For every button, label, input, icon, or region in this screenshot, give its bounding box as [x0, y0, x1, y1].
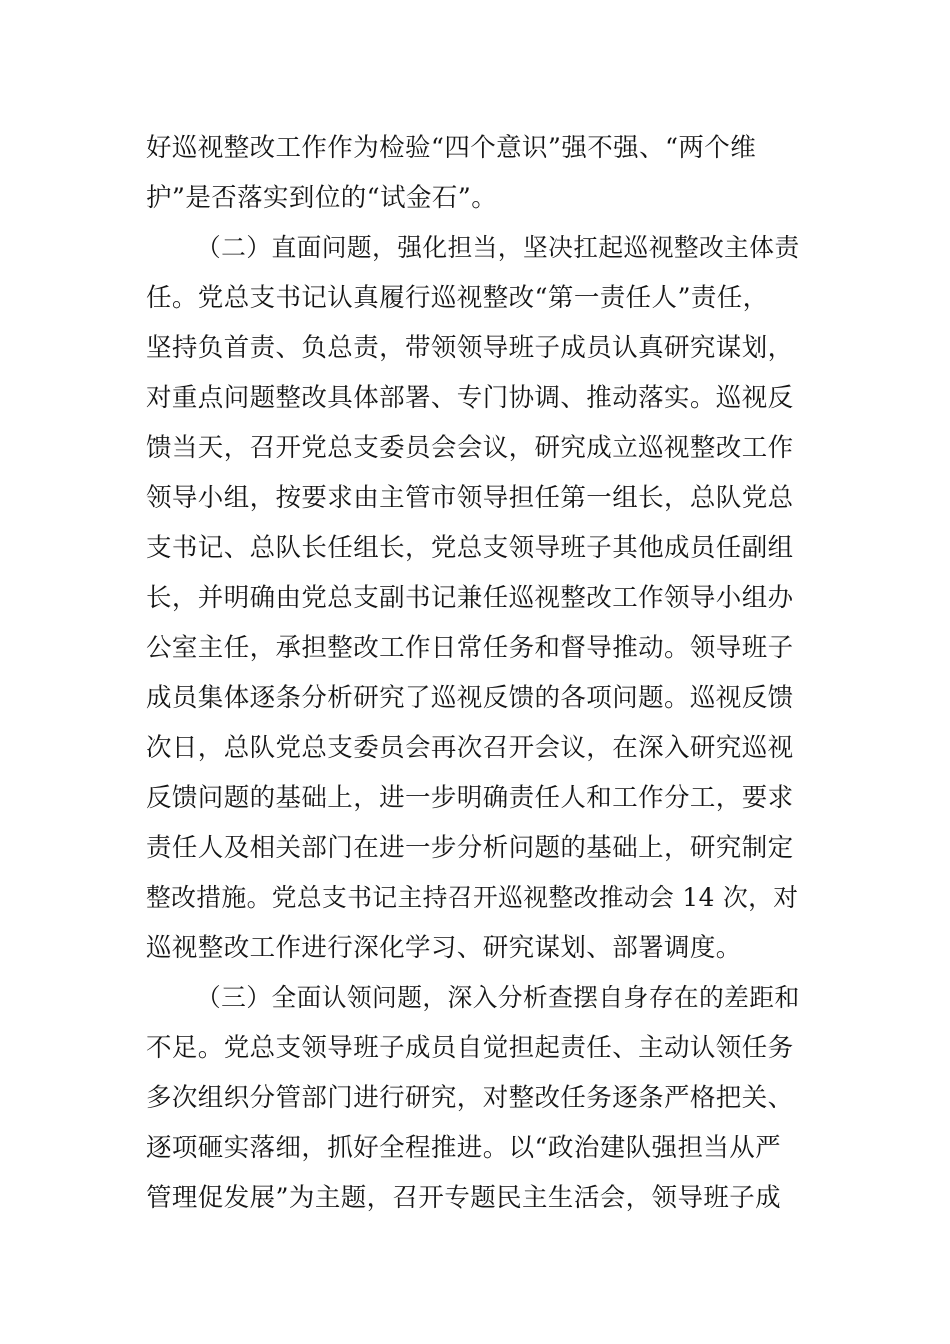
text-line: 反馈问题的基础上，进一步明确责任人和工作分工，要求 — [146, 783, 794, 813]
text-line: 逐项砸实落细，抓好全程推进。以“政治建队强担当从严 — [146, 1133, 782, 1163]
text-line: 馈当天，召开党总支委员会会议，研究成立巡视整改工作 — [146, 433, 794, 463]
text-line: 坚持负首责、负总责，带领领导班子成员认真研究谋划， — [146, 333, 794, 363]
text-line: 巡视整改工作进行深化学习、研究谋划、部署调度。 — [146, 933, 742, 963]
text-line: 护”是否落实到位的“试金石”。 — [146, 183, 498, 213]
text-line: 多次组织分管部门进行研究，对整改任务逐条严格把关、 — [146, 1083, 794, 1113]
text-line: 长，并明确由党总支副书记兼任巡视整改工作领导小组办 — [146, 583, 794, 613]
paragraph-start-line: （三）全面认领问题，深入分析查摆自身存在的差距和 — [196, 983, 800, 1012]
text-line: 次日，总队党总支委员会再次召开会议，在深入研究巡视 — [146, 733, 794, 763]
text-line: 领导小组，按要求由主管市领导担任第一组长，总队党总 — [146, 483, 794, 513]
text-line: 对重点问题整改具体部署、专门协调、推动落实。巡视反 — [146, 383, 794, 413]
text-line: 任。党总支书记认真履行巡视整改“第一责任人”责任， — [146, 283, 769, 313]
text-line: 好巡视整改工作作为检验“四个意识”强不强、“两个维 — [146, 133, 757, 163]
text-line: 责任人及相关部门在进一步分析问题的基础上，研究制定 — [146, 833, 794, 863]
text-line: 整改措施。党总支书记主持召开巡视整改推动会 14 次，对 — [146, 883, 799, 912]
paragraph-start-line: （二）直面问题，强化担当，坚决扛起巡视整改主体责 — [196, 233, 800, 262]
text-line: 不足。党总支领导班子成员自觉担起责任、主动认领任务 — [146, 1033, 794, 1063]
text-line: 管理促发展”为主题，召开专题民主生活会，领导班子成 — [146, 1183, 782, 1213]
text-line: 公室主任，承担整改工作日常任务和督导推动。领导班子 — [146, 633, 794, 663]
text-line: 支书记、总队长任组长，党总支领导班子其他成员任副组 — [146, 533, 794, 563]
text-line: 成员集体逐条分析研究了巡视反馈的各项问题。巡视反馈 — [146, 683, 794, 713]
